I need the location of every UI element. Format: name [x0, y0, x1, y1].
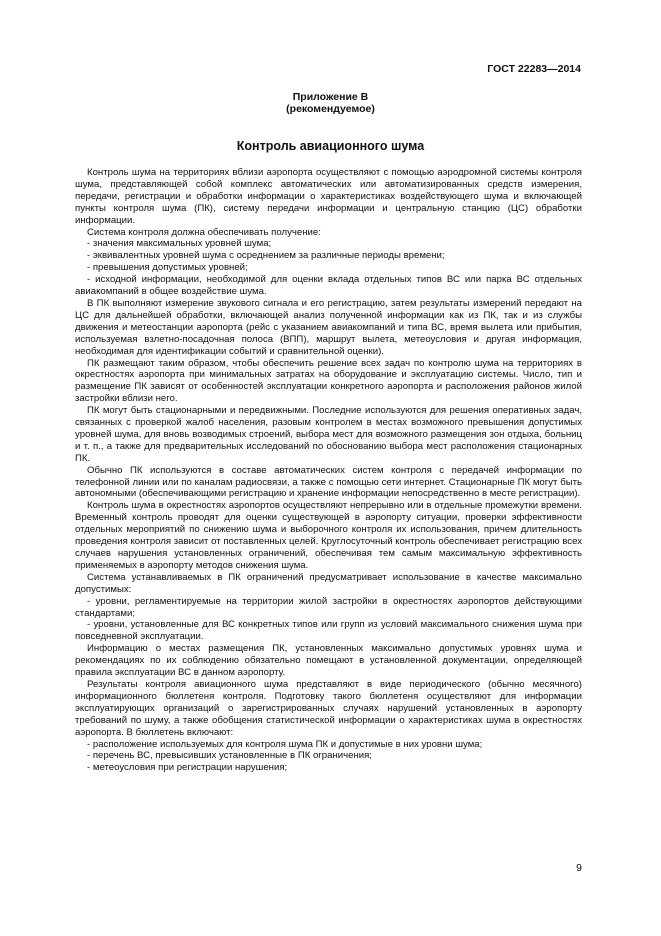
- paragraph: Результаты контроля авиационного шума представляют в виде периодического (обычно месячного) информационного бюллетеня контроля. Подготовку такого бюллетеня осуществляют для информации эксплуатирующих организаций о зарегистрированных случаях нарушений установленных в аэропорту требований по шуму, а также обобщения статистической информации о характеристиках шума в окрестностях аэропорта. В бюллетень включают:: [75, 678, 582, 738]
- list-item: - уровни, установленные для ВС конкретных типов или групп из условий максимального снижения шума при повседневной эксплуатации.: [75, 619, 582, 643]
- list-item: - эквивалентных уровней шума с осреднением за различные периоды времени;: [87, 250, 445, 262]
- list-item: - исходной информации, необходимой для оценки вклада отдельных типов ВС или парка ВС отдельных авиакомпаний в общее воздействие шума.: [75, 274, 582, 298]
- section-title: Контроль авиационного шума: [236, 139, 425, 153]
- list-item: - уровни, регламентируемые на территории жилой застройки в окрестностях аэропортов действующими стандартами;: [75, 595, 582, 619]
- list-item: - перечень ВС, превысивших установленные в ПК ограничения;: [87, 750, 372, 762]
- appendix-label: Приложение В: [292, 91, 369, 103]
- paragraph: ПК размещают таким образом, чтобы обеспечить решение всех задач по контролю шума на территориях в окрестностях аэропорта при минимальных затратах на оборудование и эксплуатацию системы. Число, тип и размещение ПК зависят от особенностей эксплуатации конкретного аэропорта и расположения районов жилой застройки вблизи него.: [75, 357, 582, 405]
- page-number: 9: [576, 862, 582, 874]
- list-item: - превышения допустимых уровней;: [87, 262, 248, 274]
- appendix-status: (рекомендуемое): [286, 103, 375, 115]
- paragraph: Контроль шума в окрестностях аэропортов осуществляют непрерывно или в отдельные промежутки времени. Временный контроль проводят для оценки существующей в аэропорту ситуации, проверки эффективности отдельных мероприятий по снижению шума и выборочного контроля их использования, причем длительность проведения контроля зависит от поставленных целей. Круглосуточный контроль обеспечивает регистрацию всех случаев нарушения установленных ограничений, обеспечивая тем самым максимальную эффективность применяемых в аэропорту методов снижения шума.: [75, 500, 582, 571]
- standard-number: ГОСТ 22283—2014: [487, 63, 581, 75]
- list-item: - значения максимальных уровней шума;: [87, 238, 272, 250]
- list-item: - расположение используемых для контроля шума ПК и допустимые в них уровни шума;: [87, 738, 483, 750]
- paragraph: Система устанавливаемых в ПК ограничений предусматривает использование в качестве максимально допустимых:: [75, 571, 582, 595]
- appendix-heading: [0, 91, 661, 115]
- paragraph: Система контроля должна обеспечивать получение:: [87, 226, 321, 238]
- body-text: [75, 167, 582, 774]
- paragraph: В ПК выполняют измерение звукового сигнала и его регистрацию, затем результаты измерений передают на ЦС для дальнейшей обработки, включающей анализ полученной информации как из ПК, так и из службы движения и метеостанции аэропорта (рейс с указанием авиакомпаний и типа ВС, время вылета или прибытия, используемая взлетно-посадочная полоса (ВПП), маршрут вылета, метеоусловия и другая информация, необходимая для идентификации событий и сравнительной оценки).: [75, 297, 582, 357]
- paragraph: ПК могут быть стационарными и передвижными. Последние используются для решения оперативных задач, связанных с проверкой жалоб населения, разовым контролем в местах возможного превышения допустимых уровней шума, для вновь возводимых строений, выбора мест для возможного размещения зон отдыха, больниц и т. п., а также для предварительных исследований по обоснованию выбора мест расположения стационарных ПК.: [75, 405, 582, 464]
- paragraph: Информацию о местах размещения ПК, установленных максимально допустимых уровнях шума и рекомендациях по их соблюдению обязательно помещают в установленной документации, определяющей правила эксплуатации ВС в данном аэропорту.: [75, 643, 582, 679]
- paragraph: Контроль шума на территориях вблизи аэропорта осуществляют с помощью аэродромной системы контроля шума, представляющей собой комплекс автоматических или автоматизированных средств измерения, передачи, регистрации и обработки информации о характеристиках воздействующего шума и включающей пункты контроля шума (ПК), систему передачи информации и центральную станцию (ЦС) обработки информации.: [75, 167, 582, 226]
- paragraph: Обычно ПК используются в составе автоматических систем контроля с передачей информации по телефонной линии или по каналам радиосвязи, а также с помощью сети интернет. Стационарные ПК могут быть автономными (обеспечивающими регистрацию и хранение информации непосредственно в месте регистрации).: [75, 464, 582, 500]
- list-item: - метеоусловия при регистрации нарушения;: [87, 762, 288, 774]
